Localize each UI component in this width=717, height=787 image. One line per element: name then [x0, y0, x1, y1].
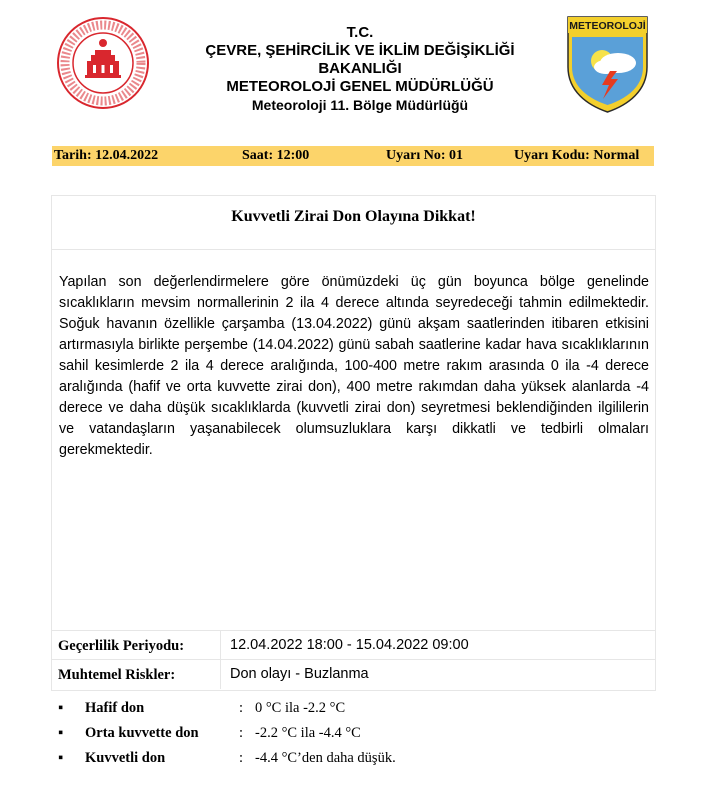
frost-level-colon: :: [239, 725, 244, 741]
document-heading: [160, 24, 560, 114]
bullet-icon: ▪: [58, 700, 64, 716]
warning-code: Uyarı Kodu: Normal: [514, 148, 640, 163]
bulletin-title: Kuvvetli Zirai Don Olayına Dikkat!: [231, 208, 476, 225]
bulletin-title-row: [52, 196, 655, 250]
risks-label: Muhtemel Riskler:: [58, 667, 176, 683]
warning-info-bar: [52, 146, 654, 166]
frost-level-name: Kuvvetli don: [85, 750, 166, 766]
heading-line-ministry: ÇEVRE, ŞEHİRCİLİK VE İKLİM DEĞİŞİKLİĞİ: [205, 42, 515, 59]
meteoroloji-shield-logo: [566, 15, 649, 114]
heading-line-tc: T.C.: [346, 24, 374, 41]
risks-row: [52, 659, 655, 689]
frost-level-colon: :: [239, 700, 244, 716]
logo-text: METEOROLOJİ: [569, 20, 646, 32]
bullet-icon: ▪: [58, 725, 64, 741]
frost-level-name: Orta kuvvette don: [85, 725, 199, 741]
heading-line-bakanligi: BAKANLIĞI: [318, 60, 402, 77]
frost-level-value: -4.4 °C’den daha düşük.: [255, 750, 396, 766]
ministry-seal-logo: [57, 17, 149, 109]
warning-date: Tarih: 12.04.2022: [54, 148, 159, 163]
heading-line-directorate: METEOROLOJİ GENEL MÜDÜRLÜĞÜ: [226, 78, 494, 95]
row-divider: [220, 660, 221, 689]
heading-line-regional: Meteoroloji 11. Bölge Müdürlüğü: [251, 97, 469, 113]
validity-value: 12.04.2022 18:00 - 15.04.2022 09:00: [230, 637, 469, 653]
validity-row: [52, 630, 655, 660]
validity-label: Geçerlilik Periyodu:: [58, 638, 185, 654]
risks-value: Don olayı - Buzlanma: [230, 666, 369, 682]
warning-number: Uyarı No: 01: [386, 148, 463, 163]
warning-time: Saat: 12:00: [242, 148, 310, 163]
frost-level-name: Hafif don: [85, 700, 145, 716]
frost-level-value: -2.2 °C ila -4.4 °C: [255, 725, 361, 741]
frost-level-colon: :: [239, 750, 244, 766]
bulletin-box: [51, 195, 656, 691]
row-divider: [220, 631, 221, 660]
frost-level-value: 0 °C ila -2.2 °C: [255, 700, 346, 716]
bullet-icon: ▪: [58, 750, 64, 766]
bulletin-body: Yapılan son değerlendirmelere göre önümüzdeki üç gün boyunca bölge genelinde sıcaklıkların mevsim normallerinin 2 ila 4 derece altında seyredeceği tahmin edilmektedir. Soğuk havanın özellikle çarşamba (13.04.2022) günü akşam saatlerinden itibaren etkisini artırmasıyla birlikte perşembe (14.04.2022) günü sabah saatlerine kadar hava sıcaklıklarının sahil kesimlerde 2 ila 4 derece aralığında, 100-400 metre rakım arasında 0 ila -4 derece aralığında (hafif ve orta kuvvette zirai don), 400 metre rakımdan daha yüksek alanlarda -4 derece ve daha düşük sıcaklıklarda (kuvvetli zirai don) seyretmesi beklendiğinden ilgililerin ve vatandaşların yaşanabilecek olumsuzluklara karşı dikkatli ve tedbirli olmaları gerekmektedir.: [59, 274, 649, 458]
